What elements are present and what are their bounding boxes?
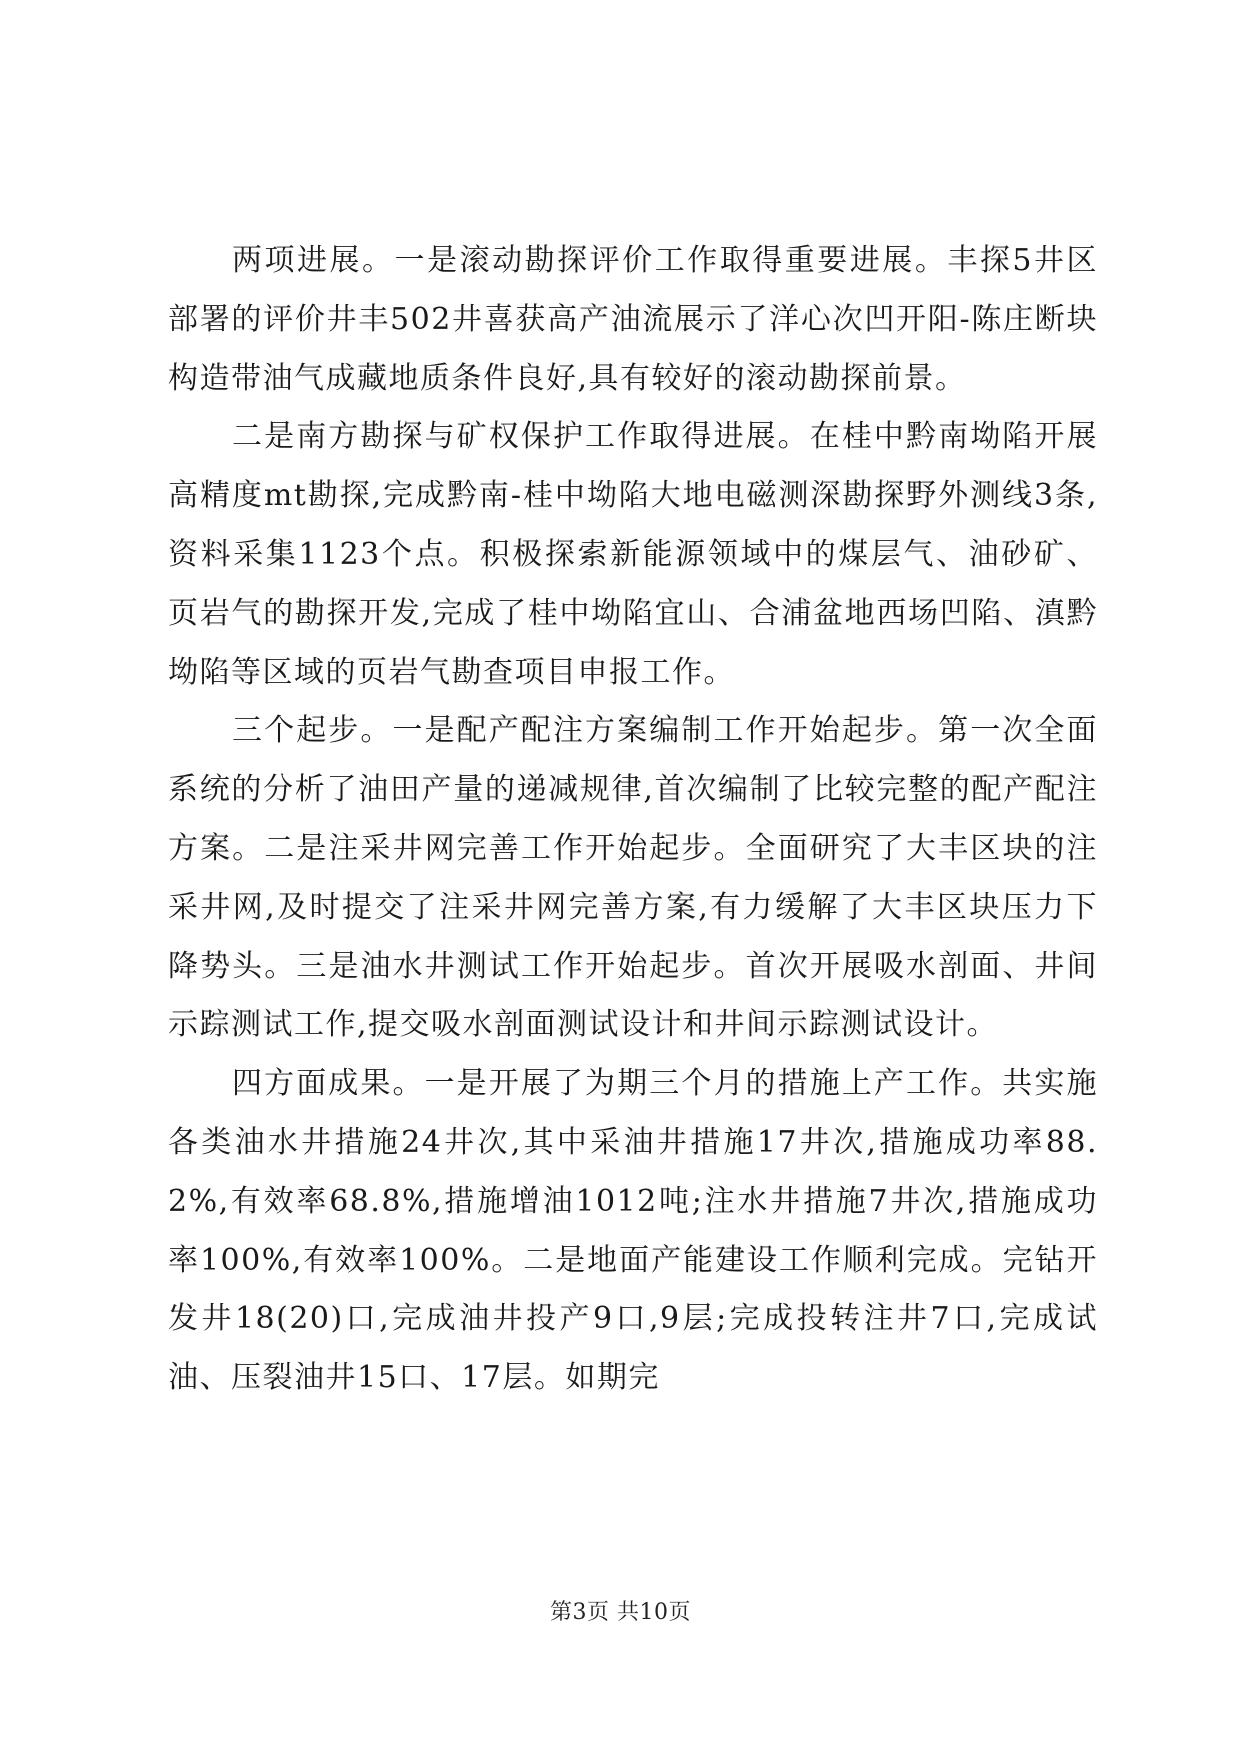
paragraph-4: 四方面成果。一是开展了为期三个月的措施上产工作。共实施各类油水井措施24井次,其中采油井措施17井次,措施成功率88.2%,有效率68.8%,措施增油1012吨;注水井措施7井次,措施成功率100%,有效率100%。二是地面产能建设工作顺利完成。完钻开发井18(20)口,完成油井投产9口,9层;完成投转注井7口,完成试油、压裂油井15口、17层。如期完 <box>168 1066 1098 1396</box>
paragraph-3: 三个起步。一是配产配注方案编制工作开始起步。第一次全面系统的分析了油田产量的递减规律,首次编制了比较完整的配产配注方案。二是注采井网完善工作开始起步。全面研究了大丰区块的注采井网,及时提交了注采井网完善方案,有力缓解了大丰区块压力下降势头。三是油水井测试工作开始起步。首次开展吸水剖面、井间示踪测试工作,提交吸水剖面测试设计和井间示踪测试设计。 <box>168 713 1098 1043</box>
page-number-footer: 第3页 共10页 <box>550 1600 691 1625</box>
paragraph-2: 二是南方勘探与矿权保护工作取得进展。在桂中黔南坳陷开展高精度mt勘探,完成黔南-桂中坳陷大地电磁测深勘探野外测线3条,资料采集1123个点。积极探索新能源领域中的煤层气、油砂矿、页岩气的勘探开发,完成了桂中坳陷宜山、合浦盆地西场凹陷、滇黔坳陷等区域的页岩气勘查项目申报工作。 <box>168 419 1098 690</box>
paragraph-1: 两项进展。一是滚动勘探评价工作取得重要进展。丰探5井区部署的评价井丰502井喜获高产油流展示了洋心次凹开阳-陈庄断块构造带油气成藏地质条件良好,具有较好的滚动勘探前景。 <box>168 243 1098 396</box>
document-body <box>168 232 1098 1408</box>
